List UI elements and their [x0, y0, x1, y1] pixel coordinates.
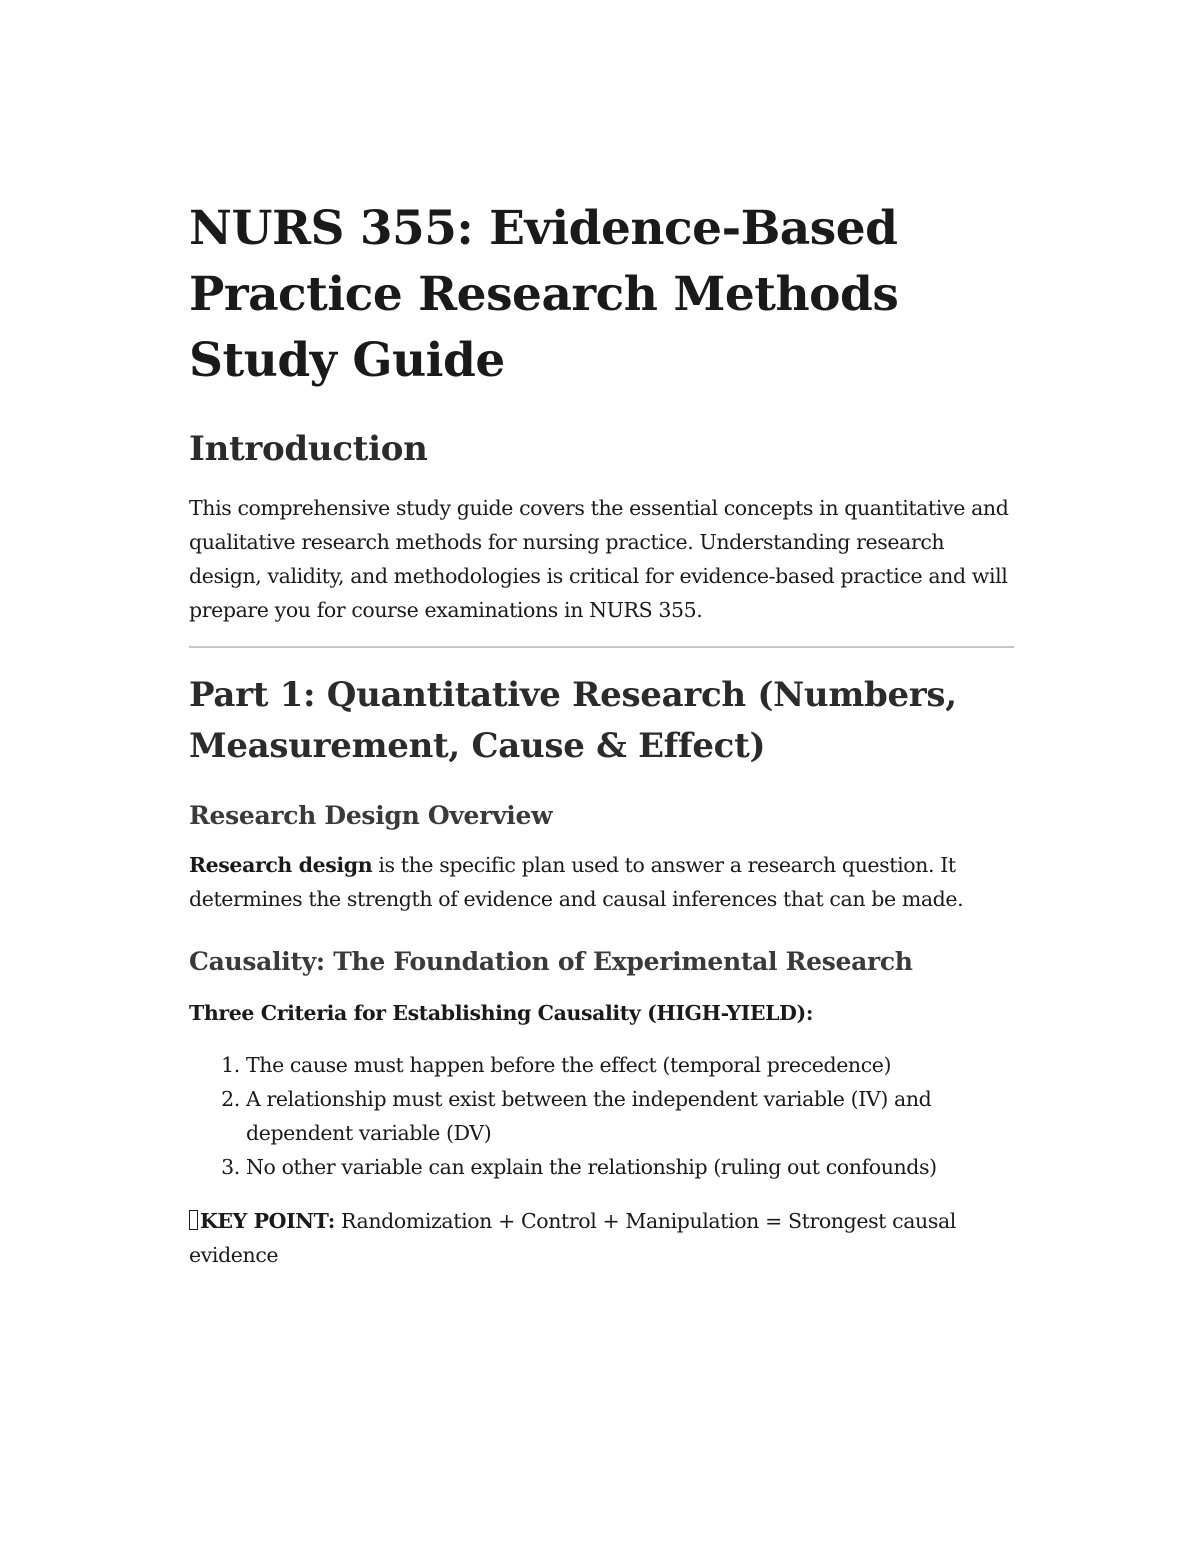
- list-item: 3. No other variable can explain the relationship (ruling out confounds): [246, 1150, 1014, 1184]
- causality-heading: Causality: The Foundation of Experimental Research: [189, 947, 913, 976]
- part1-heading: Part 1: Quantitative Research (Numbers, Measurement, Cause & Effect): [189, 675, 957, 766]
- criteria-list: [189, 1048, 1014, 1184]
- key-point-label: KEY POINT:: [200, 1209, 335, 1233]
- missing-glyph-icon: [189, 1210, 198, 1230]
- research-design-heading: Research Design Overview: [189, 801, 553, 830]
- document-page: [189, 196, 1014, 1272]
- list-item: 1. The cause must happen before the effect (temporal precedence): [246, 1048, 1014, 1082]
- research-design-term: Research design: [189, 853, 373, 877]
- research-design-definition: is the specific plan used to answer a research question. It determines the strength of evidence and causal inferences that can be made.: [189, 853, 964, 911]
- introduction-body: This comprehensive study guide covers the essential concepts in quantitative and qualitative research methods for nursing practice. Understanding research design, validity, and methodologies is critical for evidence-based practice and will prepare you for course examinations in NURS 355.: [189, 496, 1009, 622]
- list-item: 2. A relationship must exist between the independent variable (IV) and dependent variable (DV): [246, 1082, 1014, 1150]
- introduction-heading: Introduction: [189, 429, 428, 469]
- criteria-heading: Three Criteria for Establishing Causality (HIGH-YIELD):: [189, 1001, 813, 1025]
- research-design-paragraph: [189, 848, 1014, 916]
- document-title: NURS 355: Evidence-Based Practice Research Methods Study Guide: [189, 201, 899, 388]
- section-divider: [189, 646, 1014, 648]
- key-point-text: Randomization + Control + Manipulation = Strongest causal evidence: [189, 1209, 956, 1267]
- key-point: [189, 1204, 1014, 1272]
